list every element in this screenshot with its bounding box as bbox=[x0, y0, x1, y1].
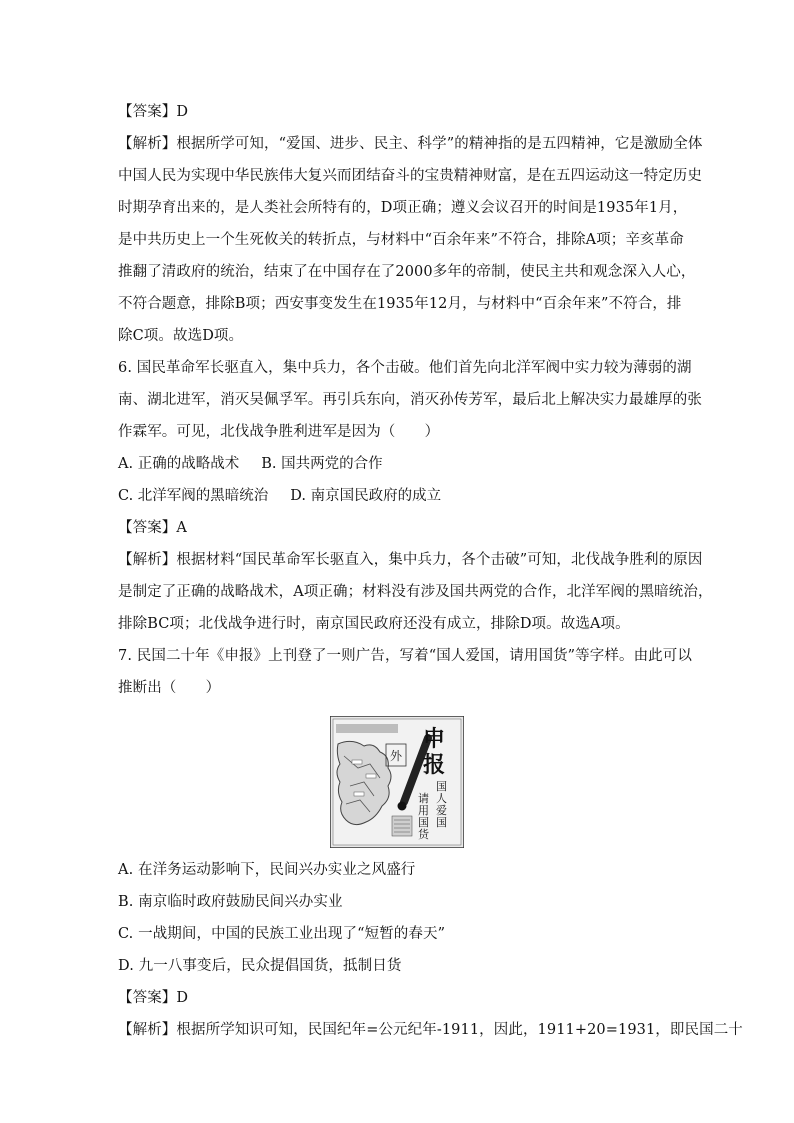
q5-analysis-line: 推翻了清政府的统治，结束了在中国存在了2000多年的帝制，使民主共和观念深入人心， bbox=[118, 264, 696, 280]
q7-option-b: B. 南京临时政府鼓励民间兴办实业 bbox=[118, 894, 343, 910]
svg-text:国: 国 bbox=[436, 816, 447, 829]
q6-option-d: D. 南京国民政府的成立 bbox=[290, 488, 442, 504]
q6-stem-line: 南、湖北进军，消灭吴佩孚军。再引兵东向，消灭孙传芳军，最后北上解决实力最雄厚的张 bbox=[118, 392, 702, 408]
q6-option-a: A. 正确的战略战术 bbox=[118, 456, 240, 472]
shenbao-advertisement-image bbox=[330, 716, 464, 848]
q7-answer: 【答案】D bbox=[118, 990, 189, 1006]
document-page bbox=[118, 96, 743, 1046]
q6-answer: 【答案】A bbox=[118, 520, 187, 536]
q7-stem-line: 推断出（ ） bbox=[118, 680, 221, 696]
svg-text:国: 国 bbox=[418, 816, 429, 829]
q7-option-a: A. 在洋务运动影响下，民间兴办实业之风盛行 bbox=[118, 862, 416, 878]
q5-analysis-line: 是中共历史上一个生死攸关的转折点，与材料中“百余年来”不符合，排除A项；辛亥革命 bbox=[118, 232, 684, 248]
q6-stem-line: 作霖军。可见，北伐战争胜利进军是因为（ ） bbox=[118, 424, 440, 440]
svg-text:爱: 爱 bbox=[436, 804, 447, 817]
q6-analysis-line: 【解析】根据材料“国民革命军长驱直入，集中兵力，各个击破”可知，北伐战争胜利的原因 bbox=[118, 552, 703, 568]
q5-analysis-line: 中国人民为实现中华民族伟大复兴而团结奋斗的宝贵精神财富，是在五四运动这一特定历史 bbox=[118, 168, 702, 184]
svg-text:国: 国 bbox=[436, 780, 447, 793]
q5-analysis-line: 时期孕育出来的，是人类社会所特有的，D项正确；遵义会议召开的时间是1935年1月， bbox=[118, 200, 688, 216]
q7-option-c: C. 一战期间，中国的民族工业出现了“短暂的春天” bbox=[118, 926, 446, 942]
svg-text:外: 外 bbox=[389, 749, 403, 763]
q5-analysis-line: 除C项。故选D项。 bbox=[118, 328, 244, 344]
svg-text:用: 用 bbox=[418, 804, 429, 817]
q7-option-d: D. 九一八事变后，民众提倡国货，抵制日货 bbox=[118, 958, 402, 974]
q7-stem-line: 7. 民国二十年《申报》上刊登了一则广告，写着“国人爱国，请用国货”等字样。由此可以 bbox=[118, 648, 692, 664]
svg-text:请: 请 bbox=[418, 792, 429, 805]
masthead-char-2: 报 bbox=[422, 752, 446, 778]
q6-options-row-1 bbox=[118, 448, 678, 480]
q6-analysis-line: 排除BC项；北伐战争进行时，南京国民政府还没有成立，排除D项。故选A项。 bbox=[118, 616, 630, 632]
q6-analysis-line: 是制定了正确的战略战术，A项正确；材料没有涉及国共两党的合作，北洋军阀的黑暗统治， bbox=[118, 584, 713, 600]
q5-analysis-line: 【解析】根据所学可知，“爱国、进步、民主、科学”的精神指的是五四精神，它是激励全体 bbox=[118, 136, 703, 152]
q5-answer: 【答案】D bbox=[118, 104, 189, 120]
svg-text:人: 人 bbox=[436, 792, 447, 805]
q6-option-b: B. 国共两党的合作 bbox=[261, 456, 383, 472]
svg-text:货: 货 bbox=[418, 828, 429, 841]
q6-stem-line: 6. 国民革命军长驱直入，集中兵力，各个击破。他们首先向北洋军阀中实力较为薄弱的湖 bbox=[118, 360, 692, 376]
newspaper-ad-illustration bbox=[330, 716, 464, 848]
q6-option-c: C. 北洋军阀的黑暗统治 bbox=[118, 488, 269, 504]
q7-analysis-line: 【解析】根据所学知识可知，民国纪年=公元纪年-1911，因此，1911+20=1931，即民国二十 bbox=[118, 1022, 743, 1038]
q6-options-row-2 bbox=[118, 480, 678, 512]
q5-analysis-line: 不符合题意，排除B项；西安事变发生在1935年12月，与材料中“百余年来”不符合，排 bbox=[118, 296, 682, 312]
masthead-char-1: 申 bbox=[422, 726, 446, 752]
